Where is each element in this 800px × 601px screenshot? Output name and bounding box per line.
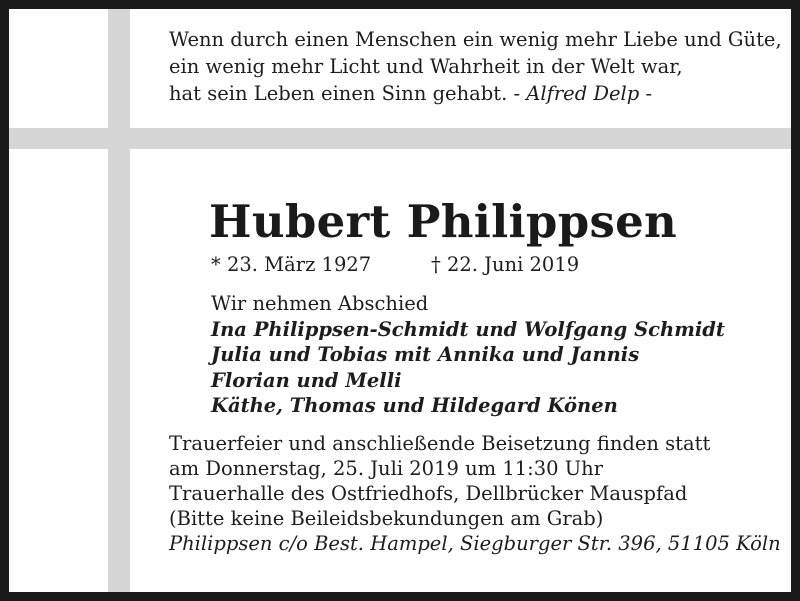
ceremony-line: am Donnerstag, 25. Juli 2019 um 11:30 Uhr bbox=[169, 457, 604, 480]
mourner-line: Julia und Tobias mit Annika und Jannis bbox=[211, 343, 640, 366]
quote-line: hat sein Leben einen Sinn gehabt. - bbox=[169, 82, 527, 105]
quote-line: Wenn durch einen Menschen ein wenig mehr Liebe und Güte, bbox=[169, 28, 782, 51]
mourners-intro: Wir nehmen Abschied bbox=[211, 292, 429, 315]
cross-horizontal-bar-left bbox=[9, 128, 108, 149]
deceased-name: Hubert Philippsen bbox=[209, 195, 678, 248]
ceremony-line: (Bitte keine Beileidsbekundungen am Grab) bbox=[169, 507, 604, 530]
death-date: † 22. Juni 2019 bbox=[431, 253, 580, 276]
quote-trailing-dash: - bbox=[639, 82, 653, 105]
quote-author: Alfred Delp bbox=[526, 82, 640, 105]
mourners-block bbox=[211, 291, 725, 419]
mourner-line: Käthe, Thomas und Hildegard Könen bbox=[211, 394, 618, 417]
quote-line: ein wenig mehr Licht und Wahrheit in der Welt war, bbox=[169, 55, 683, 78]
mourner-line: Florian und Melli bbox=[211, 368, 402, 392]
mourner-line: Ina Philippsen-Schmidt und Wolfgang Schmidt bbox=[211, 317, 725, 341]
ceremony-line: Trauerhalle des Ostfriedhofs, Dellbrücker Mauspfad bbox=[169, 482, 688, 505]
cross-vertical-bar bbox=[108, 9, 130, 592]
birth-date: * 23. März 1927 bbox=[211, 253, 372, 276]
ceremony-line: Trauerfeier und anschließende Beisetzung finden statt bbox=[169, 432, 711, 455]
quote-last-line bbox=[169, 80, 779, 107]
quote-block bbox=[169, 26, 782, 107]
cross-horizontal-bar-right bbox=[130, 128, 791, 149]
contact-address: Philippsen c/o Best. Hampel, Siegburger Str. 396, 51105 Köln bbox=[169, 532, 781, 555]
ceremony-block bbox=[169, 431, 781, 556]
